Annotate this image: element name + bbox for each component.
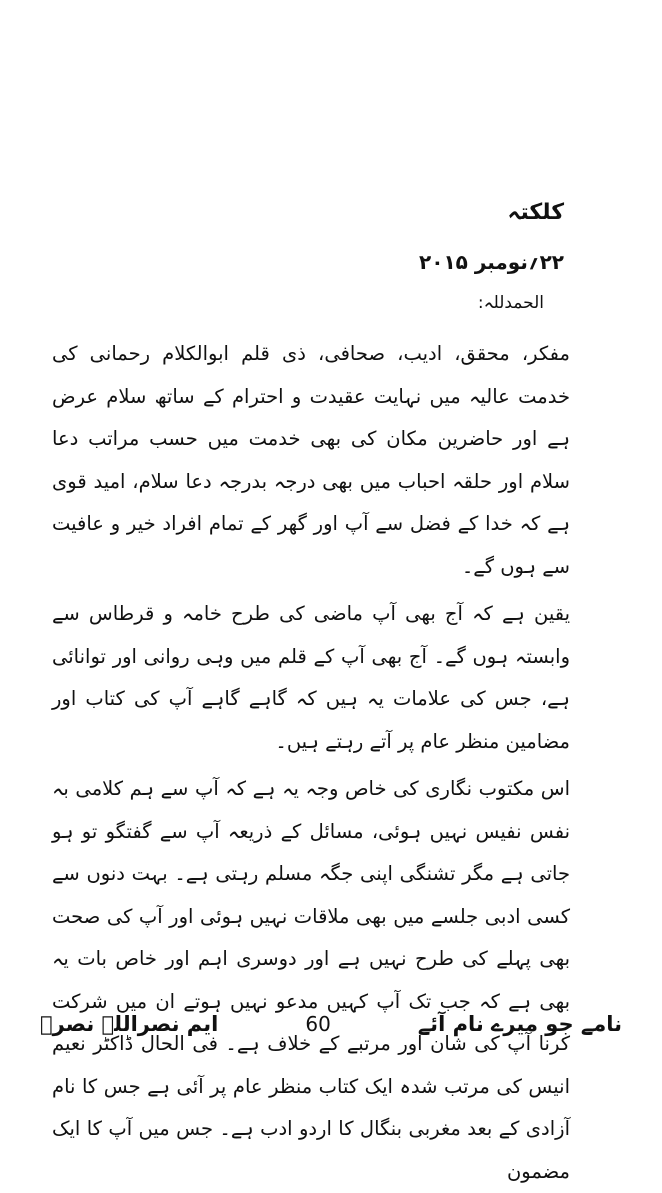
footer-author: ایم نصراللہ نصرؔ bbox=[40, 1012, 219, 1036]
page-footer bbox=[40, 1004, 622, 1044]
footer-book-title: نامے جو میرے نام آئے bbox=[417, 1012, 622, 1036]
letter-greeting: الحمدللہ: bbox=[477, 293, 544, 313]
letter-city: کلکتہ bbox=[507, 200, 564, 225]
letter-date: ۲۲؍نومبر ۲۰۱۵ bbox=[419, 250, 564, 274]
letter-body bbox=[52, 333, 570, 1193]
page-number: 60 bbox=[305, 1012, 331, 1036]
letter-paragraph: یقین ہے کہ آج بھی آپ ماضی کی طرح خامہ و قرطاس سے وابستہ ہوں گے۔ آج بھی آپ کے قلم میں وہی روانی اور توانائی ہے، جس کی علامات یہ ہیں کہ گاہے گاہے آپ کی کتاب اور مضامین منظر عام پر آتے رہتے ہیں۔ bbox=[52, 602, 570, 753]
letter-paragraph: اس مکتوب نگاری کی خاص وجہ یہ ہے کہ آپ سے ہم کلامی بہ نفس نفیس نہیں ہوئی، مسائل کے ذریعہ آپ سے گفتگو تو ہو جاتی ہے مگر تشنگی اپنی جگہ مسلم رہتی ہے۔ بہت دنوں سے کسی ادبی جلسے میں بھی ملاقات نہیں ہوئی اور آپ کی صحت بھی پہلے کی طرح نہیں ہے اور دوسری اہم اور خاص بات یہ بھی ہے کہ جب تک آپ کہیں مدعو نہیں ہوتے ان میں شرکت کرنا آپ کی شان اور مرتبے کے خلاف ہے۔ فی الحال ڈاکٹر نعیم انیس کی مرتب شدہ ایک کتاب منظر عام پر آئی ہے جس کا نام آزادی کے بعد مغربی بنگال کا اردو ادب ہے۔ جس میں آپ کا ایک مضمون bbox=[52, 777, 570, 1183]
letter-paragraph: مفکر، محقق، ادیب، صحافی، ذی قلم ابوالکلام رحمانی کی خدمت عالیہ میں نہایت عقیدت و احترام کے ساتھ سلام عرض ہے اور حاضرین مکان کی بھی خدمت میں حسب مراتب دعا سلام اور حلقہ احباب میں بھی درجہ بدرجہ دعا سلام، امید قوی ہے کہ خدا کے فضل سے آپ اور گھر کے تمام افراد خیر و عافیت سے ہوں گے۔ bbox=[52, 342, 570, 578]
